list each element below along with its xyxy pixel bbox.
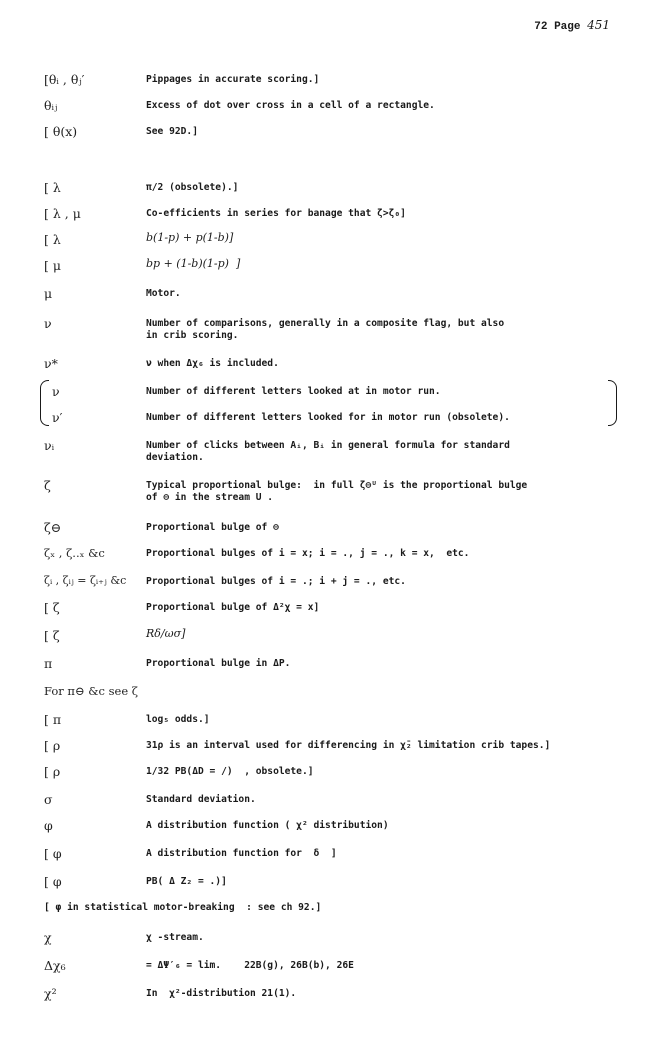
entry-definition: Number of different letters looked at in motor run. [146,386,441,397]
entry-definition: Proportional bulge in ΔP. [146,658,291,669]
entry-definition: A distribution function for δ ] [146,848,337,859]
entry-symbol: [ θ(x) [44,124,78,139]
entry-definition: Proportional bulge of Δ²χ = x] [146,602,320,613]
entry-symbol: [ ρ [44,738,61,753]
entry-symbol: ν* [44,356,58,371]
entry-definition: Proportional bulges of i = .; i + j = ., etc. [146,576,406,587]
entry-definition: In χ²-distribution 21(1). [146,988,297,999]
entry-symbol: ζ⊖ [44,520,62,535]
entry-definition: ν when Δχ₆ is included. [146,358,279,369]
entry-symbol: [ ρ [44,764,61,779]
entry-symbol: σ [44,792,53,807]
entry-symbol: ν [44,316,52,331]
entry-symbol: χ [44,930,52,945]
entry-definition: χ -stream. [146,932,204,943]
entry-definition: 1/32 PB(ΔD = /) , obsolete.] [146,766,314,777]
entry-symbol: ζᵢ , ζᵢⱼ = ζᵢ₊ⱼ &c [44,574,127,587]
entry-symbol: [ ζ [44,600,60,615]
page-header [534,18,610,33]
left-brace [40,380,49,426]
entry-symbol: [ λ [44,180,61,195]
entry-definition: Number of clicks between Aᵢ, Bᵢ in general formula for standard deviation. [146,440,510,463]
entry-symbol: π [44,656,53,671]
entry-symbol: θᵢⱼ [44,98,58,113]
entry-symbol: ν [52,384,60,399]
entry-definition: Rδ/ωσ] [146,627,186,640]
entry-definition: b(1-p) + p(1-b)] [146,231,234,244]
entry-symbol: [ ζ [44,628,60,643]
entry-symbol: χ² [44,986,57,1001]
entry-symbol: νᵢ [44,438,55,453]
page-number-label: 72 Page [534,21,581,33]
entry-definition: Proportional bulge of ⊖ [146,522,279,533]
entry-definition: Pippages in accurate scoring.] [146,74,320,85]
entry-definition: Typical proportional bulge: in full ζ⊖ᵁ is the proportional bulge of ⊖ in the stream U . [146,480,528,503]
entry-definition: A distribution function ( χ² distribution) [146,820,389,831]
entry-symbol: [θᵢ , θⱼ′ [44,72,85,87]
entry-symbol: For π⊖ &c see ζ [44,684,139,698]
entry-definition: Proportional bulges of i = x; i = ., j = ., k = x, etc. [146,548,470,559]
entry-definition: Motor. [146,288,181,299]
entry-definition: Co-efficients in series for banage that ζ>ζ₀] [146,208,406,219]
entry-symbol: φ [44,818,53,833]
entry-definition: Standard deviation. [146,794,256,805]
entry-definition: Number of comparisons, generally in a composite flag, but also in crib scoring. [146,318,505,341]
entry-symbol: [ π [44,712,62,727]
entry-symbol: ζₓ , ζ..ₓ &c [44,546,105,560]
entry-symbol: [ φ [44,874,62,889]
page-number-handwritten: 451 [587,18,610,32]
entry-definition: PB( Δ Z₂ = .)] [146,876,227,887]
entry-definition: 31ρ is an interval used for differencing in χ̄₂ limitation crib tapes.] [146,740,551,751]
entry-definition: Excess of dot over cross in a cell of a rectangle. [146,100,435,111]
entry-symbol: μ [44,286,53,301]
entry-symbol: [ μ [44,258,61,273]
entry-symbol: [ φ [44,846,62,861]
entry-symbol: ν′ [52,410,63,425]
entry-definition: π/2 (obsolete).] [146,182,239,193]
entry-definition: Number of different letters looked for in motor run (obsolete). [146,412,510,423]
entry-symbol: [ λ , μ [44,206,81,221]
entry-definition: = ΔΨ′₆ = lim. 22B(g), 26B(b), 26E [146,960,354,971]
entry-definition: See 92D.] [146,126,198,137]
entry-symbol: [ λ [44,232,61,247]
entry-full-line: [ φ in statistical motor-breaking : see ch 92.] [44,902,322,913]
entry-symbol: ζ [44,478,51,493]
entry-definition: log₅ odds.] [146,714,210,725]
entry-symbol: Δχ₆ [44,958,66,973]
entry-definition: bp + (1-b)(1-p) ] [146,257,241,270]
